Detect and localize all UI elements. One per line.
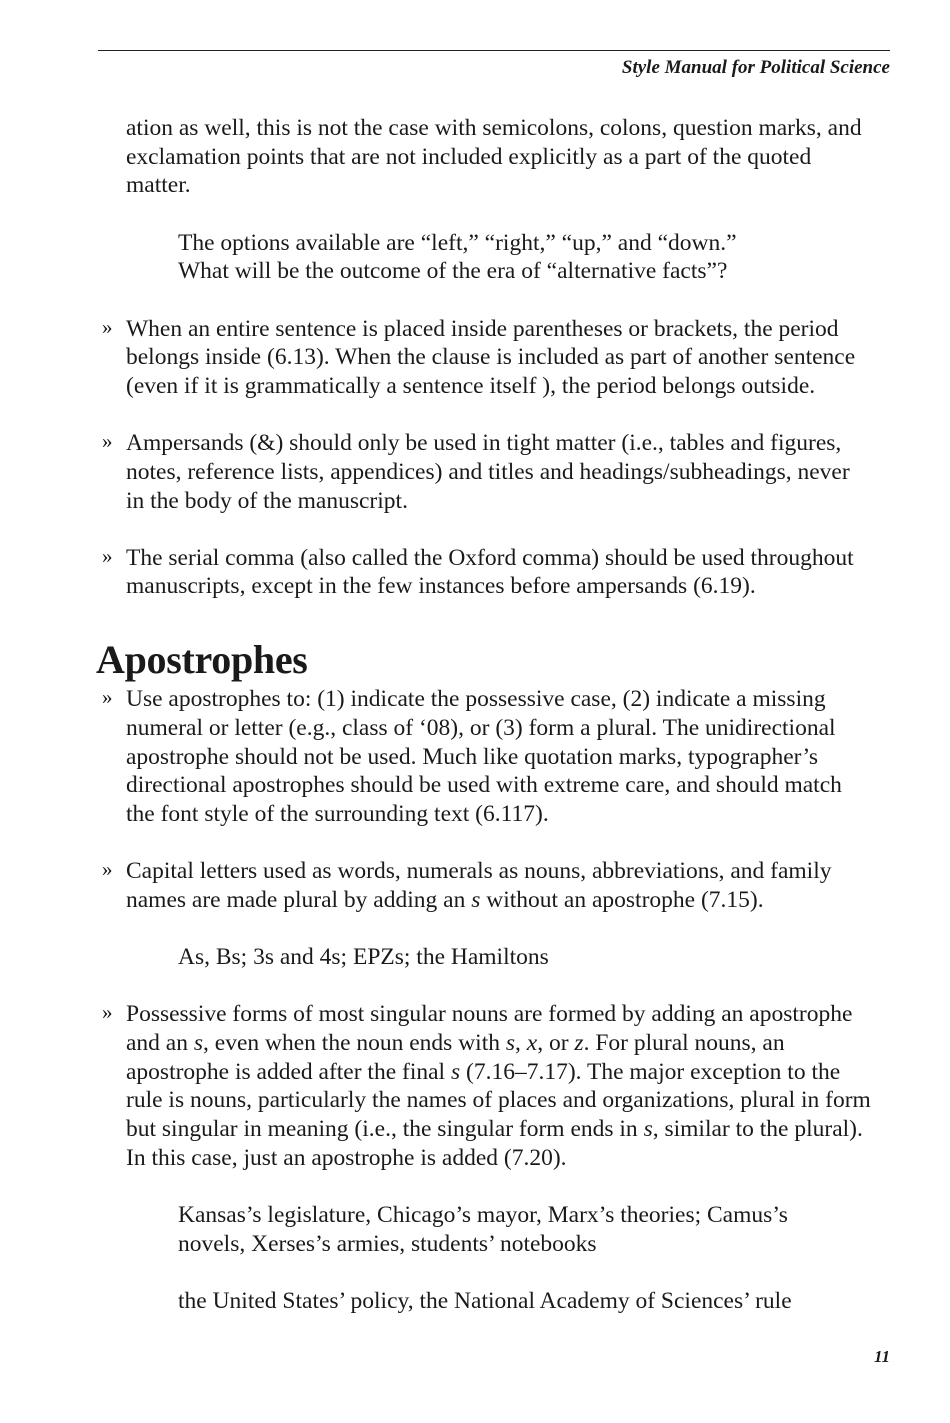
example-line: novels, Xerses’s armies, students’ notebooks [178,1230,597,1257]
example-line: What will be the outcome of the era of “alternative facts”? [178,258,728,285]
bullet-marker: » [102,857,113,882]
list-item [96,685,872,829]
list-item-text: Ampersands (&) should only be used in tight matter (i.e., tables and figures, notes, reference lists, appendices) and titles and headings/subheadings, never in the body of the manuscript. [126,430,850,514]
example-block [96,1201,872,1258]
example-line: The options available are “left,” “right,” “up,” and “down.” [178,229,737,256]
page-number: 11 [873,1347,890,1366]
bullet-marker: » [102,685,113,710]
list-item-text: The serial comma (also called the Oxford comma) should be used throughout manuscripts, except in the few instances before ampersands (6.19). [126,544,854,600]
bullet-marker: » [102,1000,113,1025]
bullet-marker: » [102,543,113,568]
list-item [96,315,872,401]
example-line: Kansas’s legislature, Chicago’s mayor, Marx’s theories; Camus’s [178,1201,788,1228]
page-body [96,114,872,1316]
running-head: Style Manual for Political Science [621,57,890,78]
example-line: As, Bs; 3s and 4s; EPZs; the Hamiltons [178,944,549,971]
example-block [96,943,872,972]
header-rule [98,50,890,51]
list-item-text: When an entire sentence is placed inside parentheses or brackets, the period belongs inside (6.13). When the clause is included as part of another sentence (even if it is grammatically a sentence itself ), the period belongs outside. [126,315,856,399]
bullet-marker: » [102,314,113,339]
bullet-marker: » [102,429,113,454]
list-item-text: Possessive forms of most singular nouns are formed by adding an apostrophe and an s, even when the noun ends with s, x, or z. For plural nouns, an apostrophe is added after the final s (7.16–7.17). The major exception to the rule is nouns, particularly the names of places and organizations, plural in form but singular in meaning (i.e., the singular form ends in s, similar to the plural). In this case, just an apostrophe is added (7.20). [126,1001,871,1171]
example-block [96,1287,872,1316]
continuation-paragraph: ation as well, this is not the case with semicolons, colons, question marks, and exclamation points that are not included explicitly as a part of the quoted matter. [126,115,862,199]
list-item [96,544,872,601]
list-item-text: Capital letters used as words, numerals as nouns, abbreviations, and family names are made plural by adding an s without an apostrophe (7.15). [126,858,832,913]
list-item [96,857,872,914]
list-item [96,429,872,515]
example-line: the United States’ policy, the National Academy of Sciences’ rule [178,1287,792,1314]
section-heading: Apostrophes [96,637,308,683]
list-item [96,1000,872,1172]
example-block [96,229,872,286]
list-item-text: Use apostrophes to: (1) indicate the possessive case, (2) indicate a missing numeral or letter (e.g., class of ‘08), or (3) form a plural. The unidirectional apostrophe should not be used. Much like quotation marks, typographer’s directional apostrophes should be used with extreme care, and should match the font style of the surrounding text (6.117). [126,686,842,827]
